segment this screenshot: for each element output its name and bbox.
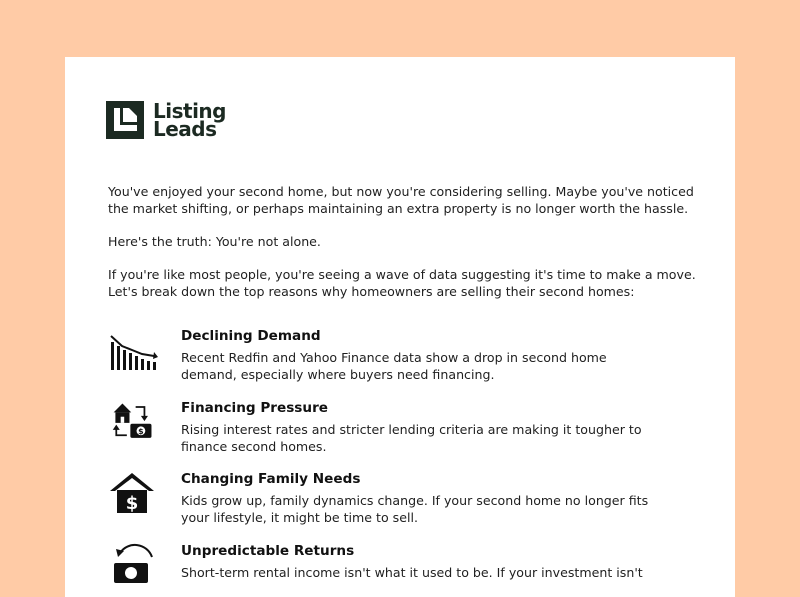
declining-chart-icon: [108, 328, 158, 372]
feature-title: Unpredictable Returns: [181, 543, 355, 559]
feature-description: Short-term rental income isn't what it used to be. If your investment isn't: [181, 565, 643, 580]
feature-description: Kids grow up, family dynamics change. If your second home no longer fits your lifestyle, it might be time to sell.: [181, 493, 649, 525]
logo-line-2: Leads: [153, 117, 217, 141]
house-dollar-icon: [108, 471, 158, 515]
feature-title: Changing Family Needs: [181, 471, 361, 487]
document-page: [65, 57, 735, 597]
logo-mark-icon: [106, 101, 144, 139]
house-money-exchange-icon: [108, 400, 158, 444]
intro-paragraph-3: If you're like most people, you're seeing a wave of data suggesting it's time to make a move. Let's break down the top reasons why homeowners are selling their second homes:: [108, 267, 696, 299]
feature-title: Declining Demand: [181, 328, 321, 344]
feature-title: Financing Pressure: [181, 400, 329, 416]
intro-paragraph-1: You've enjoyed your second home, but now you're considering selling. Maybe you've noticed the market shifting, or perhaps maintaining an extra property is no longer worth the hassle.: [108, 184, 694, 216]
intro-paragraph-2: Here's the truth: You're not alone.: [108, 234, 321, 249]
cash-cycle-icon: [108, 543, 158, 587]
logo-text: [153, 99, 226, 141]
svg-text:$: $: [138, 426, 144, 436]
feature-description: Recent Redfin and Yahoo Finance data show a drop in second home demand, especially where buyers need financing.: [181, 350, 607, 382]
svg-text:$: $: [125, 493, 139, 514]
brand-logo[interactable]: [106, 101, 226, 139]
logo-line-1: Listing: [153, 99, 226, 123]
feature-description: Rising interest rates and stricter lending criteria are making it tougher to finance second homes.: [181, 422, 642, 454]
